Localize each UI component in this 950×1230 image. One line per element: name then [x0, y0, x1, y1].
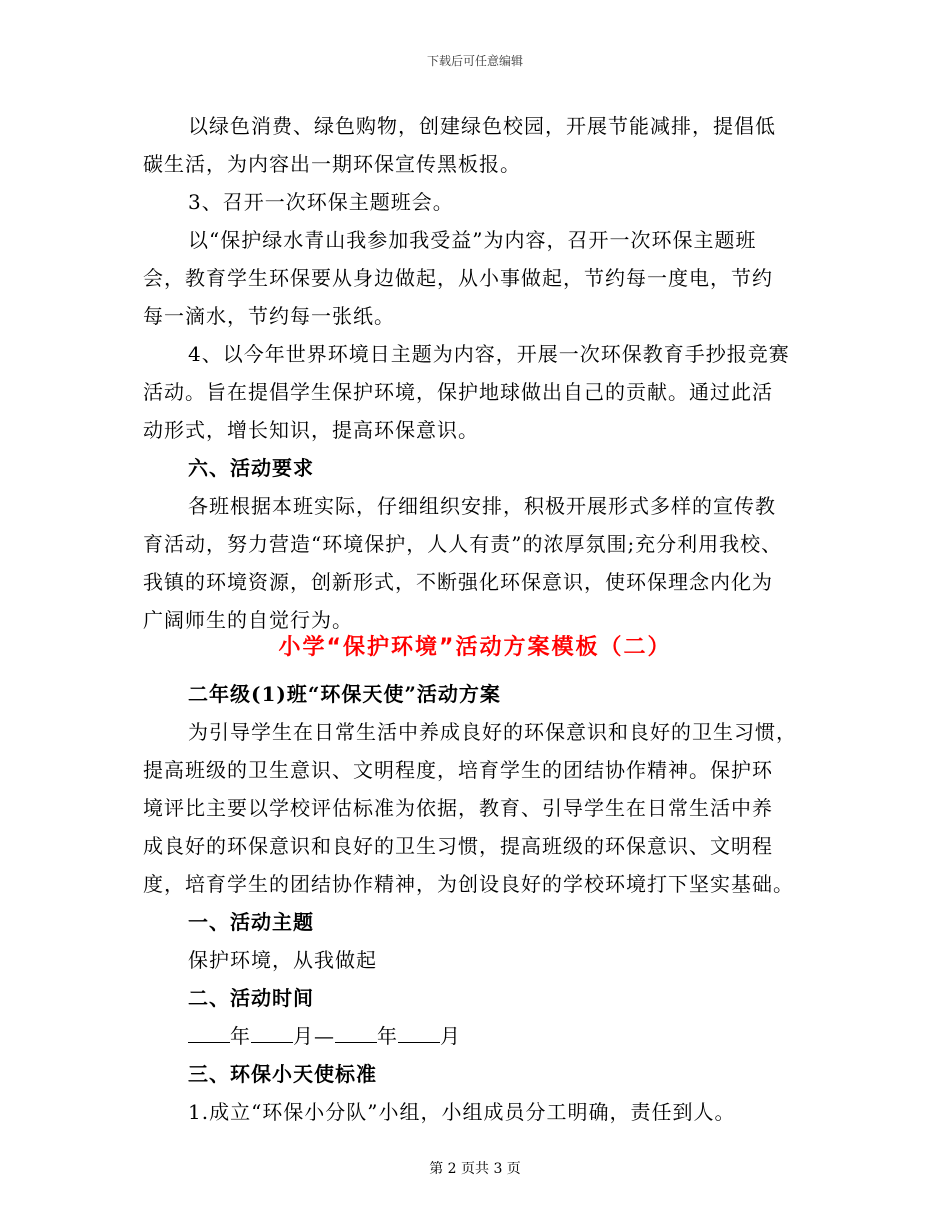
- section-heading: 一、活动主题: [188, 910, 314, 934]
- time-label: 月: [440, 1024, 461, 1048]
- paragraph-line: 度，培育学生的团结协作精神，为创设良好的学校环境打下坚实基础。: [143, 872, 794, 896]
- paragraph-line: 活动。旨在提倡学生保护环境，保护地球做出自己的贡献。通过此活: [143, 380, 773, 404]
- paragraph-line: 境评比主要以学校评估标准为依据，教育、引导学生在日常生活中养: [143, 796, 773, 820]
- theme-text: 保护环境，从我做起: [188, 948, 377, 972]
- paragraph-line: 成良好的环保意识和良好的卫生习惯，提高班级的环保意识、文明程: [143, 834, 773, 858]
- paragraph-line: 以“保护绿水青山我参加我受益”为内容，召开一次环保主题班: [188, 228, 757, 252]
- paragraph-line: 会，教育学生环保要从身边做起，从小事做起，节约每一度电，节约: [143, 266, 773, 290]
- blank-field: [188, 1022, 230, 1043]
- paragraph-line: 动形式，增长知识，提高环保意识。: [143, 418, 479, 442]
- page-header: 下载后可任意编辑: [426, 54, 523, 68]
- document-title: 小学“保护环境”活动方案模板（二）: [278, 635, 672, 660]
- paragraph-line: 育活动，努力营造“环境保护，人人有责”的浓厚氛围;充分利用我校、: [143, 532, 783, 556]
- list-item-4: 4、以今年世界环境日主题为内容，开展一次环保教育手抄报竞赛: [188, 342, 790, 366]
- page-footer: 第 2 页共 3 页: [429, 1161, 521, 1177]
- paragraph-line: 广阔师生的自觉行为。: [143, 608, 353, 632]
- paragraph-line: 碳生活，为内容出一期环保宣传黑板报。: [143, 152, 521, 176]
- section-heading: 三、环保小天使标准: [188, 1062, 377, 1086]
- paragraph-line: 各班根据本班实际，仔细组织安排，积极开展形式多样的宣传教: [188, 494, 776, 518]
- time-label: 年: [230, 1024, 251, 1048]
- paragraph-line: 为引导学生在日常生活中养成良好的环保意识和良好的卫生习惯，: [188, 720, 797, 744]
- blank-field: [251, 1022, 293, 1043]
- list-item-3: 3、召开一次环保主题班会。: [188, 190, 454, 214]
- paragraph-line: 我镇的环境资源，创新形式，不断强化环保意识，使环保理念内化为: [143, 570, 773, 594]
- subtitle: 二年级(1)班“环保天使”活动方案: [188, 682, 501, 706]
- time-label: 年: [377, 1024, 398, 1048]
- standard-item: 1.成立“环保小分队”小组，小组成员分工明确，责任到人。: [188, 1100, 736, 1124]
- blank-field: [398, 1022, 440, 1043]
- blank-field: [335, 1022, 377, 1043]
- section-heading: 二、活动时间: [188, 986, 314, 1010]
- paragraph-line: 每一滴水，节约每一张纸。: [143, 304, 395, 328]
- paragraph-line: 提高班级的卫生意识、文明程度，培育学生的团结协作精神。保护环: [143, 758, 773, 782]
- time-label: 月—: [293, 1024, 335, 1048]
- activity-time: [188, 1022, 461, 1050]
- paragraph-line: 以绿色消费、绿色购物，创建绿色校园，开展节能减排，提倡低: [188, 114, 776, 138]
- section-heading: 六、活动要求: [188, 456, 314, 480]
